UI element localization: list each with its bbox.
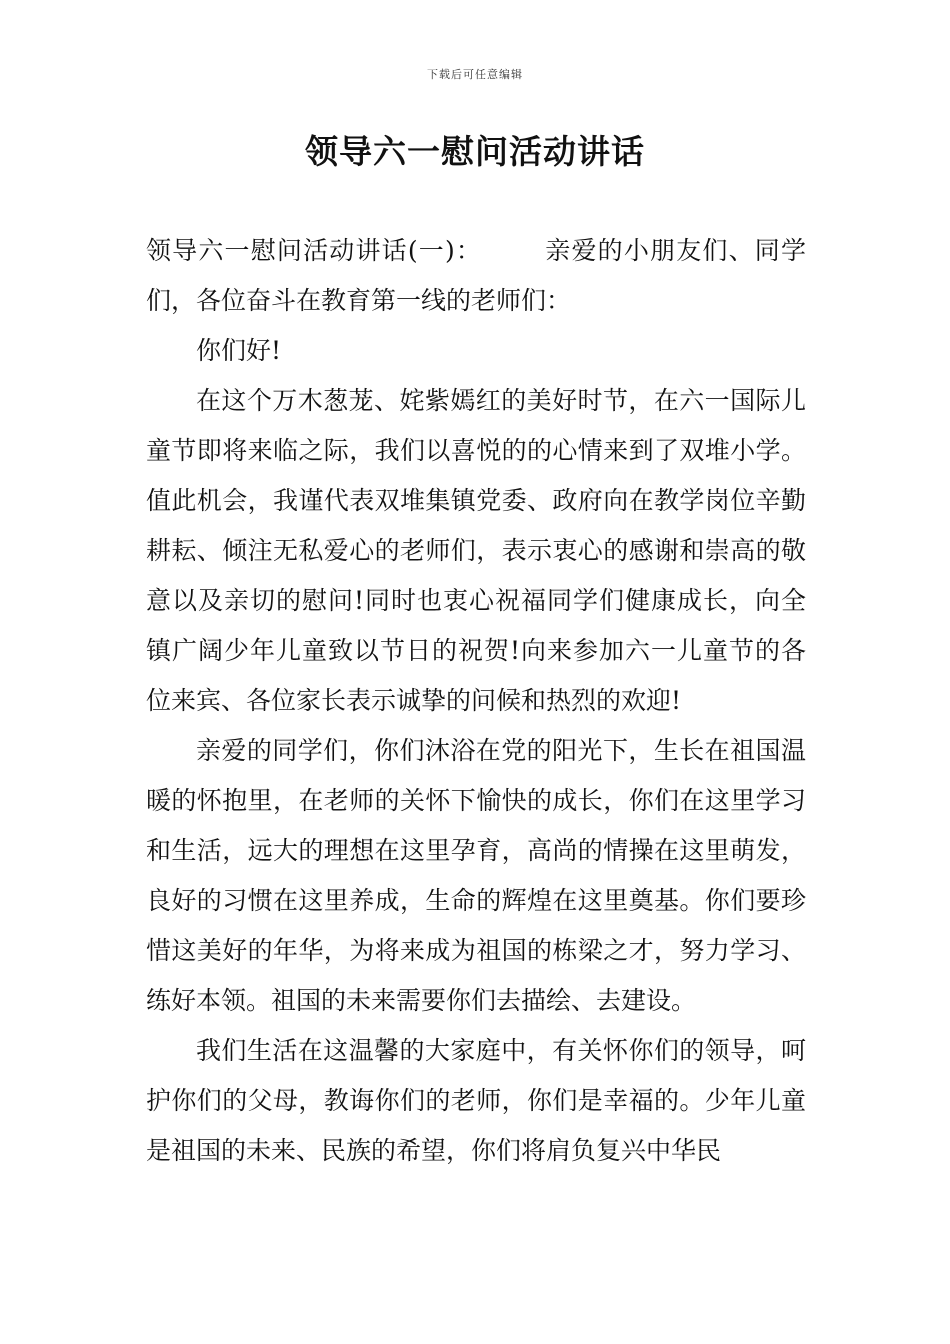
opening-label: 领导六一慰问活动讲话(一)： bbox=[146, 236, 483, 265]
body-paragraph-1: 在这个万木葱茏、姹紫嫣红的美好时节，在六一国际儿童节即将来临之际，我们以喜悦的的心情来到了双堆小学。值此机会，我谨代表双堆集镇党委、政府向在教学岗位辛勤耕耘、倾注无私爱心的老师们，表示衷心的感谢和崇高的敬意以及亲切的慰问!同时也衷心祝福同学们健康成长，向全镇广阔少年儿童致以节日的祝贺!向来参加六一儿童节的各位来宾、各位家长表示诚挚的问候和热烈的欢迎! bbox=[146, 386, 806, 715]
greeting-paragraph: 你们好! bbox=[196, 336, 282, 365]
body-paragraph-2: 亲爱的同学们，你们沐浴在党的阳光下，生长在祖国温暖的怀抱里，在老师的关怀下愉快的成长，你们在这里学习和生活，远大的理想在这里孕育，高尚的情操在这里萌发，良好的习惯在这里养成，生命的辉煌在这里奠基。你们要珍惜这美好的年华，为将来成为祖国的栋梁之才，努力学习、练好本领。祖国的未来需要你们去描绘、去建设。 bbox=[146, 736, 806, 1015]
opening-salutation: 亲爱的小朋友们、同学们，各位奋斗在教育第一线的老师们： bbox=[146, 236, 806, 315]
header-note: 下载后可任意编辑 bbox=[427, 68, 523, 81]
document-body bbox=[146, 226, 806, 1176]
document-title: 领导六一慰问活动讲话 bbox=[305, 132, 645, 171]
body-paragraph-3: 我们生活在这温馨的大家庭中，有关怀你们的领导，呵护你们的父母，教诲你们的老师，你们是幸福的。少年儿童是祖国的未来、民族的希望，你们将肩负复兴中华民 bbox=[146, 1036, 806, 1165]
opening-paragraph bbox=[146, 226, 806, 326]
